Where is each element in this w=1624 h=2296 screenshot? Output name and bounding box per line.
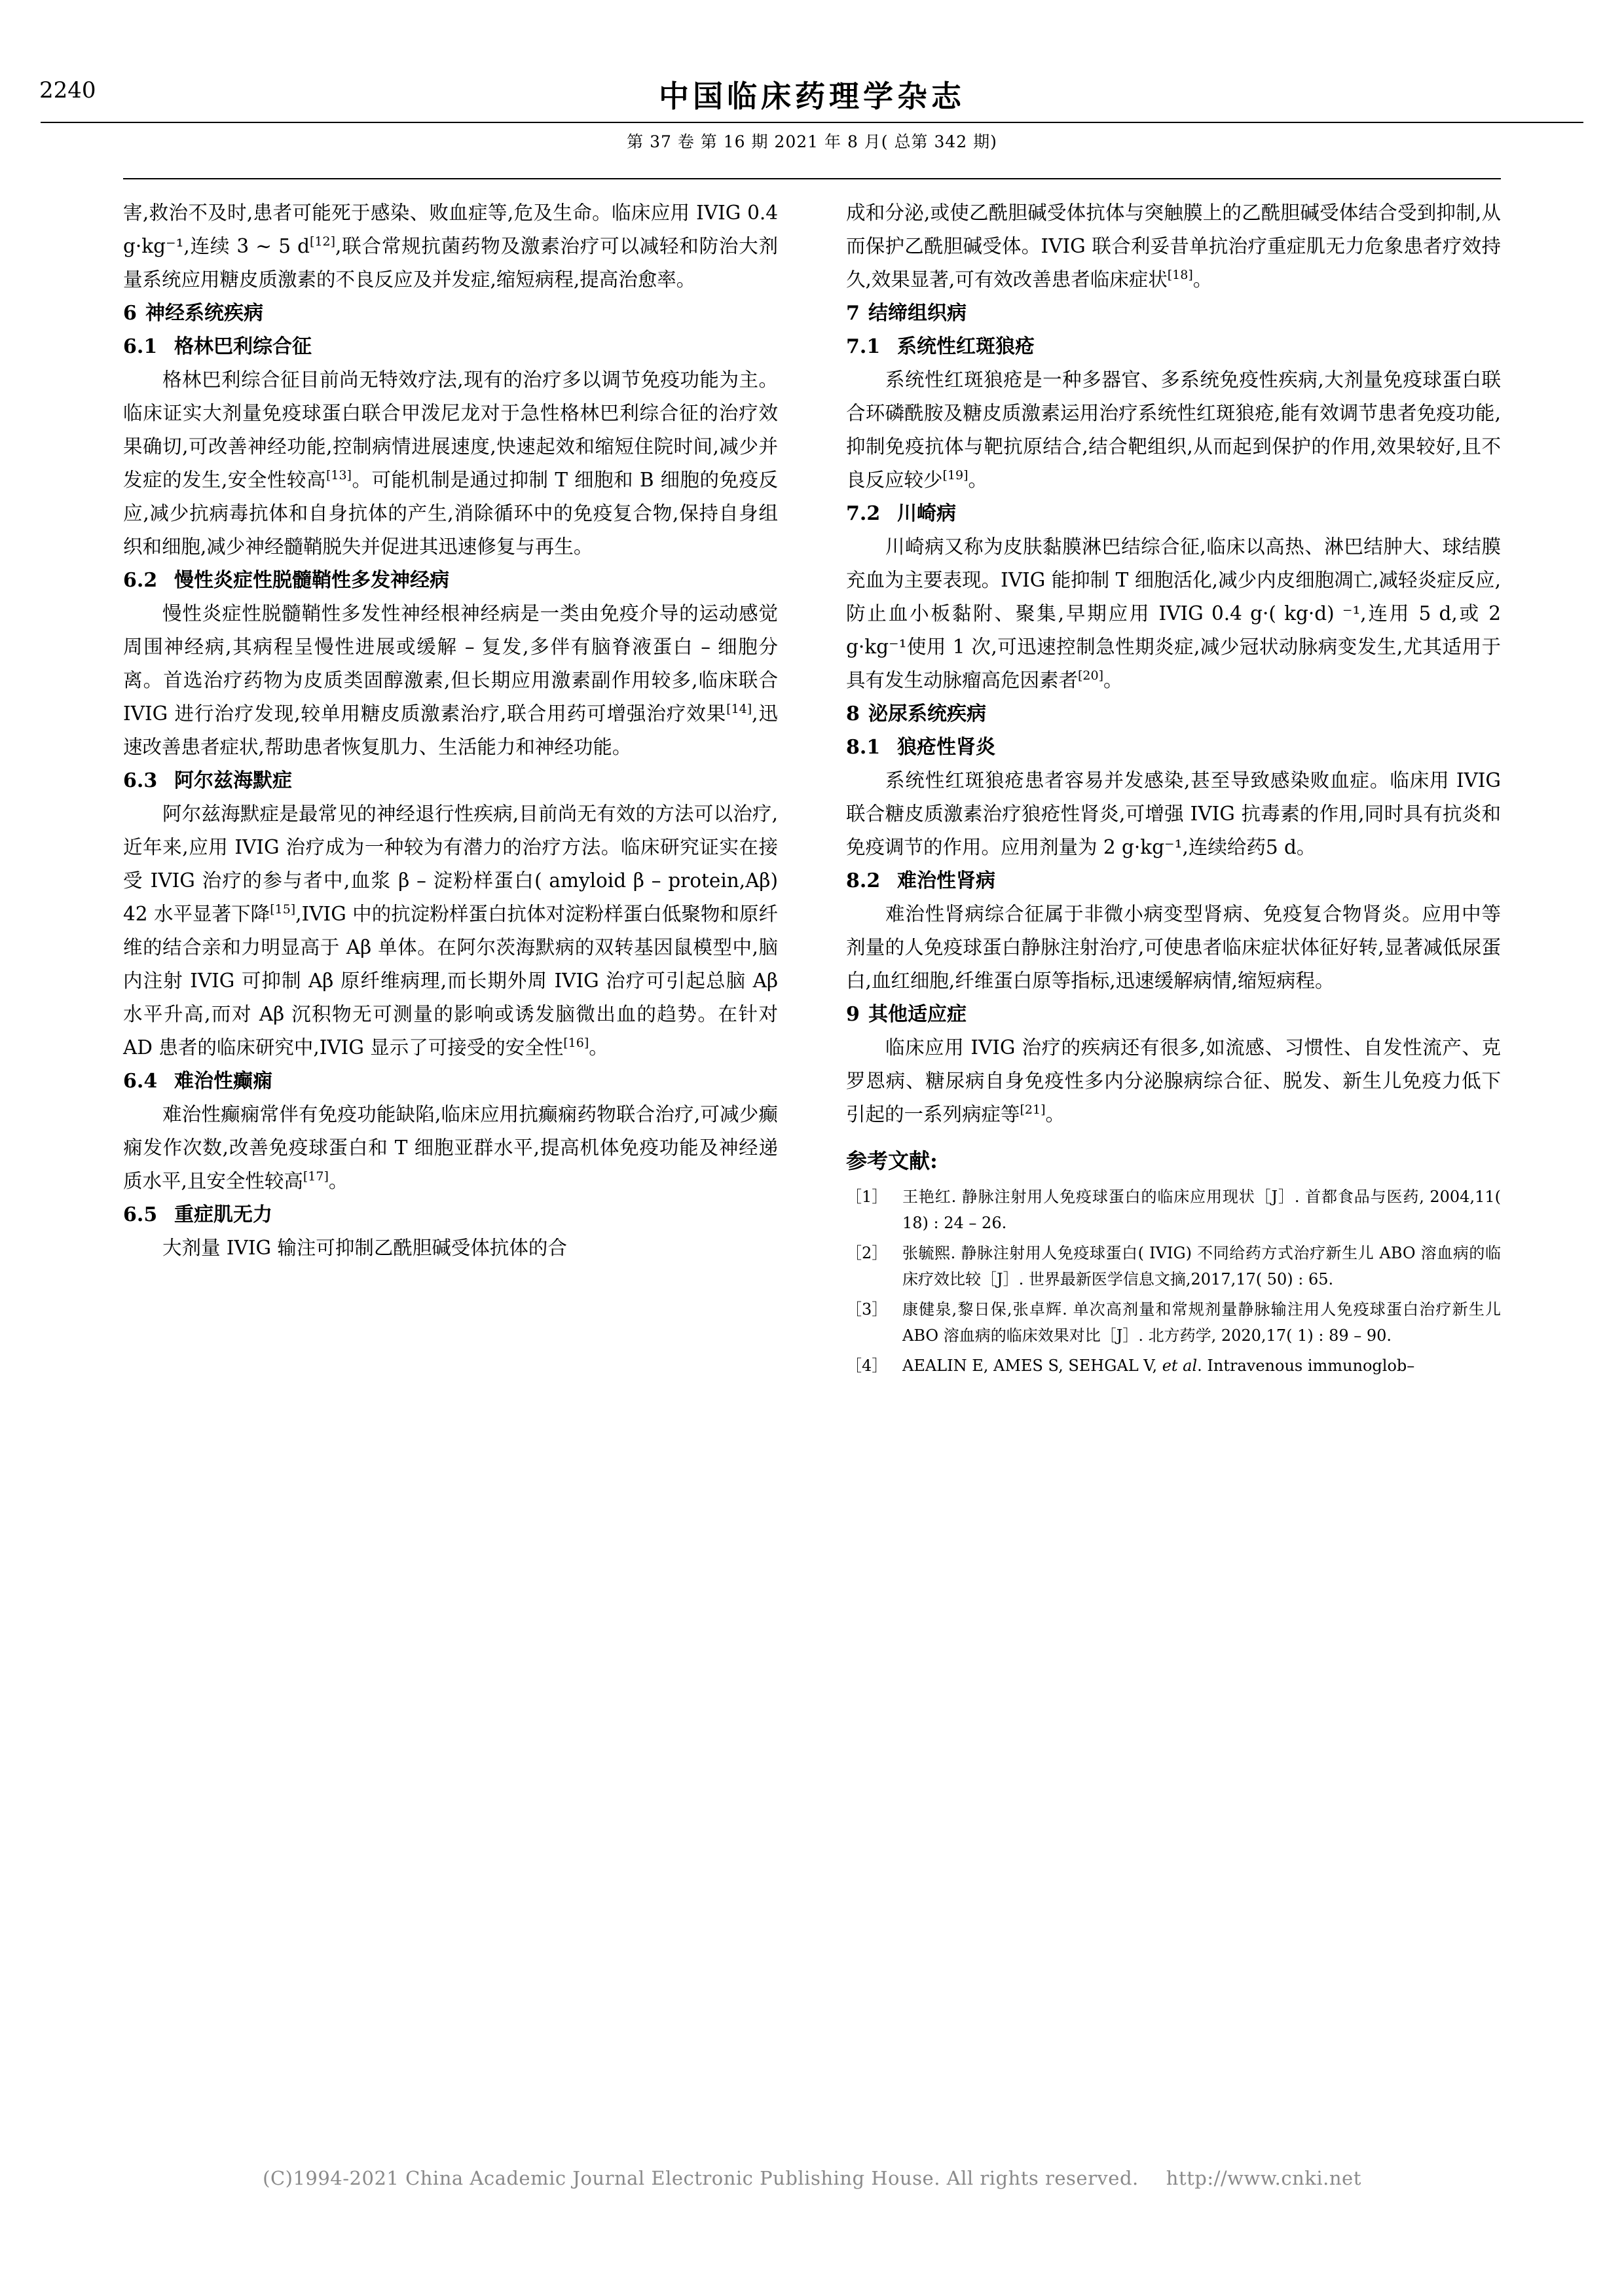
journal-issue-line: 第 37 卷 第 16 期 2021 年 8 月( 总第 342 期) bbox=[627, 132, 997, 152]
subsection-heading bbox=[123, 564, 778, 597]
heading-number: 6.3 bbox=[123, 769, 158, 792]
heading-number: 6.2 bbox=[123, 569, 158, 592]
body-paragraph: 成和分泌,或使乙酰胆碱受体抗体与突触膜上的乙酰胆碱受体结合受到抑制,从而保护乙酰胆碱受体。IVIG 联合利妥昔单抗治疗重症肌无力危象患者疗效持久,效果显著,可有效改善患者临床症状[18]。 bbox=[846, 202, 1501, 291]
references-list bbox=[846, 1184, 1501, 1379]
subsection-heading bbox=[123, 1198, 778, 1231]
cnki-url: http://www.cnki.net bbox=[1166, 2167, 1361, 2189]
page-number: 2240 bbox=[39, 77, 96, 103]
heading-number: 6.1 bbox=[123, 335, 158, 358]
heading-text: 难治性肾病 bbox=[897, 869, 995, 892]
heading-text: 泌尿系统疾病 bbox=[868, 702, 986, 725]
right-column bbox=[846, 196, 1501, 1383]
body-paragraph: 川崎病又称为皮肤黏膜淋巴结综合征,临床以高热、淋巴结肿大、球结膜充血为主要表现。IVIG 能抑制 T 细胞活化,减少内皮细胞凋亡,减轻炎症反应,防止血小板黏附、聚集,早期应用 IVIG 0.4 g·( kg·d) ⁻¹,连用 5 d,或 2 g·kg⁻¹使用 1 次,可迅速控制急性期炎症,减少冠状动脉病变发生,尤其适用于具有发生动脉瘤高危因素者[20]。 bbox=[846, 536, 1501, 691]
heading-text: 神经系统疾病 bbox=[145, 302, 263, 325]
heading-text: 格林巴利综合征 bbox=[174, 335, 312, 358]
reference-text: 王艳红. 静脉注射用人免疫球蛋白的临床应用现状［J］. 首都食品与医药, 2004,11( 18) : 24 – 26. bbox=[902, 1188, 1501, 1232]
body-paragraph: 系统性红斑狼疮患者容易并发感染,甚至导致感染败血症。临床用 IVIG 联合糖皮质激素治疗狼疮性肾炎,可增强 IVIG 抗毒素的作用,同时具有抗炎和免疫调节的作用。应用剂量为 2 g·kg⁻¹,连续给药5 d。 bbox=[846, 769, 1501, 858]
references-heading: 参考文献: bbox=[846, 1148, 938, 1173]
subsection-heading bbox=[123, 330, 778, 363]
reference-item bbox=[846, 1240, 1501, 1292]
reference-item bbox=[846, 1296, 1501, 1349]
body-paragraph: 害,救治不及时,患者可能死于感染、败血症等,危及生命。临床应用 IVIG 0.4 g·kg⁻¹,连续 3 ~ 5 d[12],联合常规抗菌药物及激素治疗可以减轻和防治大剂量系统应用糖皮质激素的不良反应及并发症,缩短病程,提高治愈率。 bbox=[123, 202, 778, 291]
reference-number: ［4］ bbox=[846, 1357, 888, 1375]
journal-title: 中国临床药理学杂志 bbox=[659, 79, 965, 114]
heading-text: 难治性癫痫 bbox=[174, 1070, 272, 1093]
body-paragraph: 慢性炎症性脱髓鞘性多发性神经根神经病是一类由免疫介导的运动感觉周围神经病,其病程呈慢性进展或缓解 – 复发,多伴有脑脊液蛋白 – 细胞分离。首选治疗药物为皮质类固醇激素,但长期应用激素副作用较多,临床联合 IVIG 进行治疗发现,较单用糖皮质激素治疗,联合用药可增强治疗效果[14],迅速改善患者症状,帮助患者恢复肌力、生活能力和神经功能。 bbox=[123, 602, 778, 758]
subsection-heading bbox=[846, 864, 1501, 898]
subsection-heading bbox=[846, 330, 1501, 363]
header-divider-bottom bbox=[123, 178, 1501, 179]
page-footer bbox=[0, 2167, 1624, 2189]
body-paragraph: 难治性肾病综合征属于非微小病变型肾病、免疫复合物肾炎。应用中等剂量的人免疫球蛋白静脉注射治疗,可使患者临床症状体征好转,显著减低尿蛋白,血红细胞,纤维蛋白原等指标,迅速缓解病情,缩短病程。 bbox=[846, 903, 1501, 992]
reference-text: 康健泉,黎日保,张卓辉. 单次高剂量和常规剂量静脉输注用人免疫球蛋白治疗新生儿 ABO 溶血病的临床效果对比［J］. 北方药学, 2020,17( 1) : 89 – 90. bbox=[902, 1300, 1501, 1345]
heading-number: 7.1 bbox=[846, 335, 881, 358]
heading-number: 8.2 bbox=[846, 869, 881, 892]
heading-number: 8 bbox=[846, 702, 860, 725]
body-paragraph: 大剂量 IVIG 输注可抑制乙酰胆碱受体抗体的合 bbox=[162, 1237, 567, 1259]
heading-number: 6.5 bbox=[123, 1203, 158, 1226]
heading-text: 结缔组织病 bbox=[868, 302, 967, 325]
section-heading bbox=[846, 697, 1501, 731]
subsection-heading bbox=[846, 497, 1501, 530]
subsection-heading bbox=[123, 764, 778, 797]
page-header bbox=[0, 79, 1624, 153]
heading-text: 阿尔兹海默症 bbox=[174, 769, 292, 792]
body-paragraph: 格林巴利综合征目前尚无特效疗法,现有的治疗多以调节免疫功能为主。临床证实大剂量免疫球蛋白联合甲泼尼龙对于急性格林巴利综合征的治疗效果确切,可改善神经功能,控制病情进展速度,快速起效和缩短住院时间,减少并发症的发生,安全性较高[13]。可能机制是通过抑制 T 细胞和 B 细胞的免疫反应,减少抗病毒抗体和自身抗体的产生,消除循环中的免疫复合物,保持自身组织和细胞,减少神经髓鞘脱失并促进其迅速修复与再生。 bbox=[123, 369, 778, 558]
heading-text: 慢性炎症性脱髓鞘性多发神经病 bbox=[174, 569, 449, 592]
left-column bbox=[123, 196, 778, 1383]
subsection-heading bbox=[123, 1065, 778, 1098]
body-paragraph: 系统性红斑狼疮是一种多器官、多系统免疫性疾病,大剂量免疫球蛋白联合环磷酰胺及糖皮质激素运用治疗系统性红斑狼疮,能有效调节患者免疫功能,抑制免疫抗体与靶抗原结合,结合靶组织,从而起到保护的作用,效果较好,且不良反应较少[19]。 bbox=[846, 369, 1501, 491]
heading-text: 重症肌无力 bbox=[174, 1203, 272, 1226]
heading-text: 川崎病 bbox=[897, 502, 956, 525]
reference-item bbox=[846, 1353, 1501, 1379]
section-heading bbox=[846, 998, 1501, 1031]
heading-number: 9 bbox=[846, 1003, 860, 1026]
section-heading bbox=[123, 297, 778, 330]
heading-text: 狼疮性肾炎 bbox=[897, 736, 995, 759]
copyright-text: (C)1994-2021 China Academic Journal Electronic Publishing House. All rights reserved. bbox=[263, 2167, 1139, 2189]
reference-text: AEALIN E, AMES S, SEHGAL V, et al. Intravenous immunoglob– bbox=[902, 1357, 1415, 1375]
body-paragraph: 临床应用 IVIG 治疗的疾病还有很多,如流感、习惯性、自发性流产、克罗恩病、糖尿病自身免疫性多内分泌腺病综合征、脱发、新生儿免疫力低下引起的一系列病症等[21]。 bbox=[846, 1036, 1501, 1125]
reference-number: ［1］ bbox=[846, 1188, 888, 1206]
subsection-heading bbox=[846, 731, 1501, 764]
heading-text: 其他适应症 bbox=[868, 1003, 967, 1026]
reference-text: 张毓熙. 静脉注射用人免疫球蛋白( IVIG) 不同给药方式治疗新生儿 ABO 溶血病的临床疗效比较［J］. 世界最新医学信息文摘,2017,17( 50) : 65. bbox=[902, 1244, 1501, 1288]
heading-text: 系统性红斑狼疮 bbox=[897, 335, 1035, 358]
heading-number: 6 bbox=[123, 302, 137, 325]
heading-number: 6.4 bbox=[123, 1070, 158, 1093]
body-paragraph: 难治性癫痫常伴有免疫功能缺陷,临床应用抗癫痫药物联合治疗,可减少癫痫发作次数,改善免疫球蛋白和 T 细胞亚群水平,提高机体免疫功能及神经递质水平,且安全性较高[17]。 bbox=[123, 1103, 778, 1192]
heading-number: 8.1 bbox=[846, 736, 881, 759]
reference-item bbox=[846, 1184, 1501, 1236]
reference-number: ［2］ bbox=[846, 1244, 888, 1262]
reference-number: ［3］ bbox=[846, 1300, 888, 1319]
article-columns bbox=[123, 196, 1501, 1383]
heading-number: 7 bbox=[846, 302, 860, 325]
body-paragraph: 阿尔兹海默症是最常见的神经退行性疾病,目前尚无有效的方法可以治疗,近年来,应用 IVIG 治疗成为一种较为有潜力的治疗方法。临床研究证实在接受 IVIG 治疗的参与者中,血浆 β – 淀粉样蛋白( amyloid β – protein,Aβ) 42 水平显著下降[15],IVIG 中的抗淀粉样蛋白抗体对淀粉样蛋白低聚物和原纤维的结合亲和力明显高于 Aβ 单体。在阿尔茨海默病的双转基因鼠模型中,脑内注射 IVIG 可抑制 Aβ 原纤维病理,而长期外周 IVIG 治疗可引起总脑 Aβ 水平升高,而对 Aβ 沉积物无可测量的影响或诱发脑微出血的趋势。在针对 AD 患者的临床研究中,IVIG 显示了可接受的安全性[16]。 bbox=[123, 803, 778, 1059]
heading-number: 7.2 bbox=[846, 502, 881, 525]
section-heading bbox=[846, 297, 1501, 330]
